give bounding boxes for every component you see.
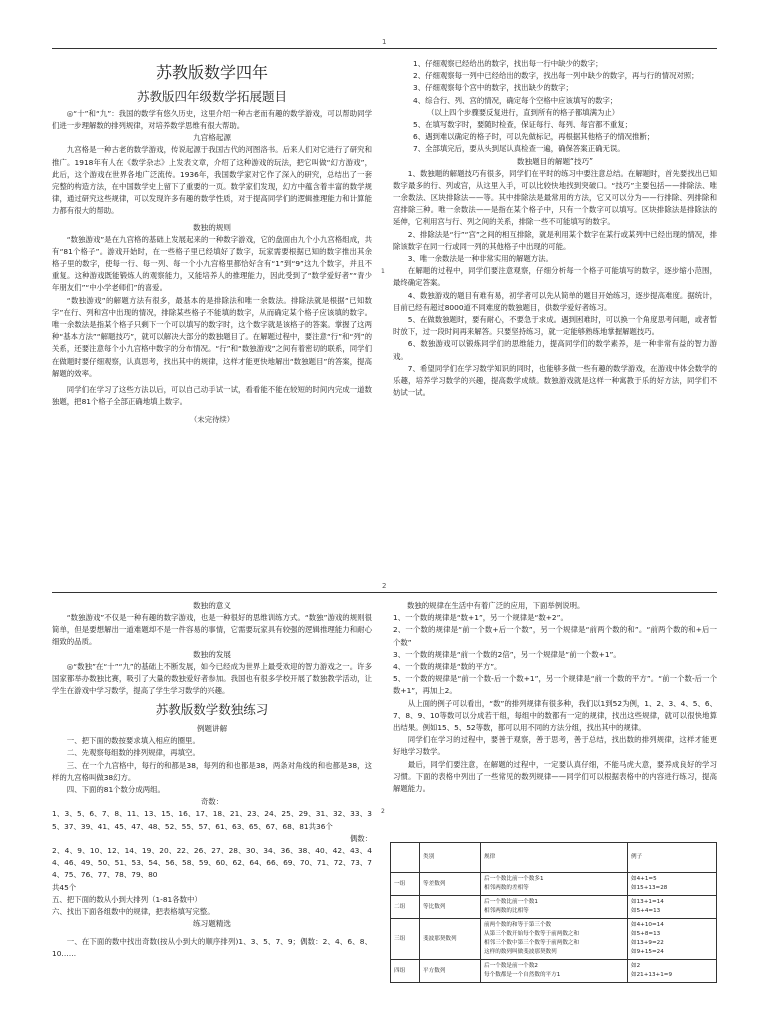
even-label: 偶数：: [349, 833, 372, 843]
odd-number-list: 1、3、5、6、7、8、11、13、15、16、17、18、21、23、24、25、29、31、32、33、35、37、39、41、45、47、48、52、55、57、61、63、65、67、68、81共36个: [52, 809, 372, 831]
paragraph: 5、在做数独题时，要有耐心，不要急于求成。遇到困难时，可以换一个角度思考问题，或者暂时放下，过一段时间再来解答。只要坚持练习，就一定能够熟练地掌握解题技巧。: [393, 315, 717, 337]
section-heading: 练习题精选: [193, 919, 231, 929]
list-item: 5、在填写数字时，要随时检查，保证每行、每列、每宫都不重复；: [413, 120, 633, 130]
page-top-rule: [52, 592, 717, 593]
paragraph: “数独游戏”不仅是一种有趣的数字游戏，也是一种很好的思维训练方式。“数独”游戏的规则很简单，但是要想解出一道难题却不是一件容易的事情，它需要玩家具有较强的逻辑推理能力和耐心细致的品质。: [52, 613, 372, 647]
end-note: （未完待续）: [189, 415, 235, 425]
table-cell: 平方数列: [420, 960, 481, 983]
paragraph: 最后，同学们要注意，在解题的过程中，一定要认真仔细，不能马虎大意，要养成良好的学习习惯。下面的表格中列出了一些常见的数列规律——同学们可以根据表格中的内容进行练习，提高解题能力。: [393, 759, 717, 794]
count-text: 共45个: [52, 882, 77, 892]
paragraph: 同学们在学习的过程中，要善于观察，善于思考，善于总结，找出数的排列规律，这样才能更好地学习数学。: [393, 735, 717, 757]
page1-right-column: [393, 58, 717, 399]
table-cell: 等比数列: [420, 896, 481, 919]
exercise-line: 五、把下面的数从小到大排列（1-81各数中）: [52, 894, 202, 904]
page-number: 2: [382, 582, 387, 590]
section-heading: 数独的规则: [193, 222, 231, 232]
document-subtitle: 苏教版四年级数学拓展题目: [136, 89, 287, 104]
paragraph: “数独游戏”的解题方法有很多，最基本的是排除法和唯一余数法。排除法就是根据“已知数字”在行、列和宫中出现的情况，排除某些格子不能填的数字，从而确定某个格子应该填的数字。唯一余数法是指某个格子只剩下一个可以填写的数字时，这个数字就是该格子的答案。掌握了这两种“基本方法”“解题技巧”，就可以解决大部分的数独题目了。在解题过程中，要注意“行”和“列”的关系，还要注意每个小九宫格中数字的分布情况。“行”和“数独游戏”之间有着密切的联系，同学们在做题时要仔细观察，认真思考，找出其中的规律，这样才能更快地解出“数独题目”的答案，提高解题的效率。: [52, 295, 372, 378]
sequence-table: [390, 842, 717, 983]
page-number: 1: [382, 38, 387, 46]
table-row: [391, 919, 717, 960]
rule-item: 4、一个数的规律是“数的平方”。: [393, 662, 502, 672]
table-cell: 如13+1=14 如5+4=13: [628, 896, 717, 919]
section-heading: 数独题目的解题“技巧”: [516, 156, 594, 166]
rule-item: 5、一个数的规律是“前一个数-后一个数+1”，另一个规律是“前一个数的平方”。“前一个数-后一个数+1”，再加上2。: [393, 674, 717, 696]
document-title: 苏教版数学四年: [155, 63, 268, 82]
paragraph: 6、数独游戏可以锻炼同学们的思维能力，提高同学们的数学素养，是一种非常有益的智力游戏。: [393, 339, 717, 361]
section-heading: 数独的发展: [193, 649, 231, 659]
section-heading: 数独的规律在生活中有着广泛的应用，下面举例说明。: [407, 601, 585, 610]
paragraph: 在解题的过程中，同学们要注意观察，仔细分析每一个格子可能填写的数字，逐步缩小范围，最终确定答案。: [393, 266, 717, 288]
list-item: 4、综合行、列、宫的情况，确定每个空格中应该填写的数字；: [413, 95, 618, 105]
paragraph: 1、数独题的解题技巧有很多，同学们在平时的练习中要注意总结。在解题时，首先要找出已知数字最多的行、列或宫，从这里入手，可以比较快地找到突破口。“技巧”主要包括——排除法、唯一余数法、区块排除法——等。其中排除法是最常用的方法，它又可以分为——行排除、列排除和宫排除三种。唯一余数法——是指在某个格子中，只有一个数字可以填写。区块排除法是排除法的延伸，它利用宫与行、列之间的关系，排除一些不可能填写的数字。: [393, 168, 717, 227]
section-heading: 九宫格起源: [193, 133, 231, 143]
paragraph: 同学们在学习了这些方法以后，可以自己动手试一试，看看能不能在较短的时间内完成一道数独题，把81个格子全部正确地填上数字。: [52, 385, 372, 407]
table-row: [391, 873, 717, 896]
page2-right-column: [393, 600, 717, 795]
table-cell: 如2 如21+13+1=9: [628, 960, 717, 983]
table-header-cell: 规律: [481, 843, 628, 873]
paragraph: “数独游戏”是在九宫格的基础上发展起来的一种数字游戏，它的盘面由九个小九宫格组成，共有“81个格子”。游戏开始时，在一些格子里已经填好了数字，玩家需要根据已知的数字推出其余格子里的数字，使每一行、每一列、每一个小九宫格里都恰好含有“1”到“9”这九个数字，并且不重复。这种游戏既能锻炼人的观察能力，又能培养人的推理能力，因此受到了“数学爱好者”“青少年朋友们”“中小学老师们”的喜爱。: [52, 234, 372, 293]
table-cell: 三组: [391, 919, 420, 960]
table-cell: 如4+1=5 如15+13=28: [628, 873, 717, 896]
rule-item: 3、一个数的规律是“前一个数的2倍”，另一个规律是“前一个数+1”。: [393, 649, 621, 659]
table-row: [391, 896, 717, 919]
table-header-cell: 类别: [420, 843, 481, 873]
paragraph: 3、唯一余数法是一种非常实用的解题方法。: [407, 254, 553, 264]
paragraph: 2、排除法是“行”“宫”之间的相互排除，就是利用某个数字在某行或某列中已经出现的情况，排除该数字在同一行或同一列的其他格子中出现的可能。: [393, 229, 717, 251]
table-cell: 二组: [391, 896, 420, 919]
table-cell: 斐波那契数列: [420, 919, 481, 960]
intro-paragraph: ◎“十”和“九”：我国的数学有悠久历史，这里介绍一种古老而有趣的数学游戏，可以帮助同学们进一步理解数的排列规律，对培养数学思维有很大帮助。: [52, 109, 372, 131]
rule-item: 1、一个数的规律是“数+1”，另一个规律是“数+2”。: [393, 613, 568, 623]
list-note: （以上四个步骤要反复进行，直到所有的格子都填满为止）: [427, 107, 620, 117]
section-heading: 数独的意义: [193, 601, 231, 610]
exercise-line: 一、把下面的数按要求填入相应的圈里。: [66, 736, 200, 746]
section-title: 苏教版数学数独练习: [155, 702, 269, 718]
exercise-line: 一、在下面的数中找出奇数(按从小到大的顺序排列)1、3、5、7、9；偶数：2、4、6、8、10……: [52, 937, 372, 959]
list-item: 1、仔细观察已经给出的数字，找出每一行中缺少的数字；: [413, 59, 603, 68]
page2-left-column: [52, 600, 372, 961]
table-cell: 等差数列: [420, 873, 481, 896]
list-item: 7、全部填完后，要从头到尾认真检查一遍，确保答案正确无误。: [413, 144, 625, 154]
exercise-line: 三、在一个九宫格中，每行的和都是38，每列的和也都是38，两条对角线的和也都是38，这样的九宫格叫做38幻方。: [52, 760, 372, 782]
paragraph: 九宫格是一种古老的数学游戏，传说起源于我国古代的河图洛书。后来人们对它进行了研究和推广。1918年有人在《数学杂志》上发表文章，介绍了这种游戏的玩法，把它叫做“幻方游戏”，此后，这个游戏在世界各地广泛流传。1936年，我国数学家对它作了深入的研究，总结出了一套完整的构造方法，在中国数学史上留下了重要的一页。数学家们发现，幻方中蕴含着丰富的数学规律，通过研究这些规律，可以发现许多有趣的数学性质，对于提高同学们的逻辑推理能力和计算能力都有很大的帮助。: [52, 145, 372, 216]
table-cell: 前两个数的和等于第三个数 从第三个数开始每个数等于前两数之和 相邻三个数中第三个数等于前两数之和 这样的数列叫做斐波那契数列: [481, 919, 628, 960]
table-header-cell: [391, 843, 420, 873]
paragraph: ◎“数独”在“十”“九”的基础上不断发展，如今已经成为世界上最受欢迎的智力游戏之一。许多国家都举办数独比赛，吸引了大量的数独爱好者参加。我国也有很多学校开展了数独教学活动，让学生在游戏中学习数学，提高了学生学习数学的兴趣。: [52, 661, 372, 696]
list-item: 6、遇到难以确定的格子时，可以先做标记，再根据其他格子的情况推断；: [413, 132, 655, 142]
table-cell: 后一个数比前一个数1 相邻两数的比相等: [481, 896, 628, 919]
column-marker: 2: [381, 808, 385, 815]
page1-left-column: [52, 52, 372, 427]
paragraph: 从上面的例子可以看出，“数”的排列规律有很多种，我们以1到52为例，1、2、3、4、5、6、7、8、9、10等数可以分成若干组，每组中的数都有一定的规律，找出这些规律，就可以很快地算出结果。例如15、5、52等数，都可以用不同的方法分组，找出其中的规律。: [393, 698, 717, 733]
paragraph: 7、希望同学们在学习数学知识的同时，也能够多做一些有趣的数学游戏，在游戏中体会数学的乐趣，培养学习数学的兴趣，提高数学成绩。数独游戏就是这样一种寓教于乐的好方法，同学们不妨试一试。: [393, 363, 717, 398]
table-cell: 一组: [391, 873, 420, 896]
exercise-line: 六、找出下面各组数中的规律，把表格填写完整。: [52, 907, 215, 917]
even-number-list: 2、4、9、10、12、14、19、20、22、26、27、28、30、34、36、38、40、42、43、44、46、49、50、51、53、54、56、58、59、60、62、64、66、69、70、71、72、73、74、75、76、77、78、79、80: [52, 846, 372, 880]
exercise-line: 四、下面的81个数分成两组。: [66, 785, 165, 795]
rule-item: 2、一个数的规律是“前一个数+后一个数”，另一个规律是“前两个数的和”。“前两个数的和+后一个数”: [393, 625, 717, 647]
list-item: 3、仔细观察每个宫中的数字，找出缺少的数字；: [413, 83, 573, 93]
column-marker: 1: [381, 268, 385, 275]
list-item: 2、仔细观察每一列中已经给出的数字，找出每一列中缺少的数字，再与行的情况对照；: [413, 71, 699, 81]
table-header-cell: 例子: [628, 843, 717, 873]
table-cell: 如4+10=14 如5+8=13 如13+9=22 如9+15=24: [628, 919, 717, 960]
paragraph: 4、数独游戏的题目有难有易，初学者可以先从简单的题目开始练习，逐步提高难度。据统计，目前已经有超过8000道不同难度的数独题目，供数学爱好者练习。: [393, 290, 717, 312]
table-cell: 后一个数比前一个数多1 相邻两数的差相等: [481, 873, 628, 896]
page-top-rule: [52, 48, 717, 49]
exercise-line: 二、先观察每组数的排列规律，再填空。: [66, 748, 200, 758]
section-heading: 例题讲解: [196, 724, 228, 734]
table-row: [391, 960, 717, 983]
table-cell: 四组: [391, 960, 420, 983]
table-cell: 后一个数是前一个数2 每个数都是一个自然数的平方1: [481, 960, 628, 983]
odd-label: 奇数：: [200, 797, 224, 807]
